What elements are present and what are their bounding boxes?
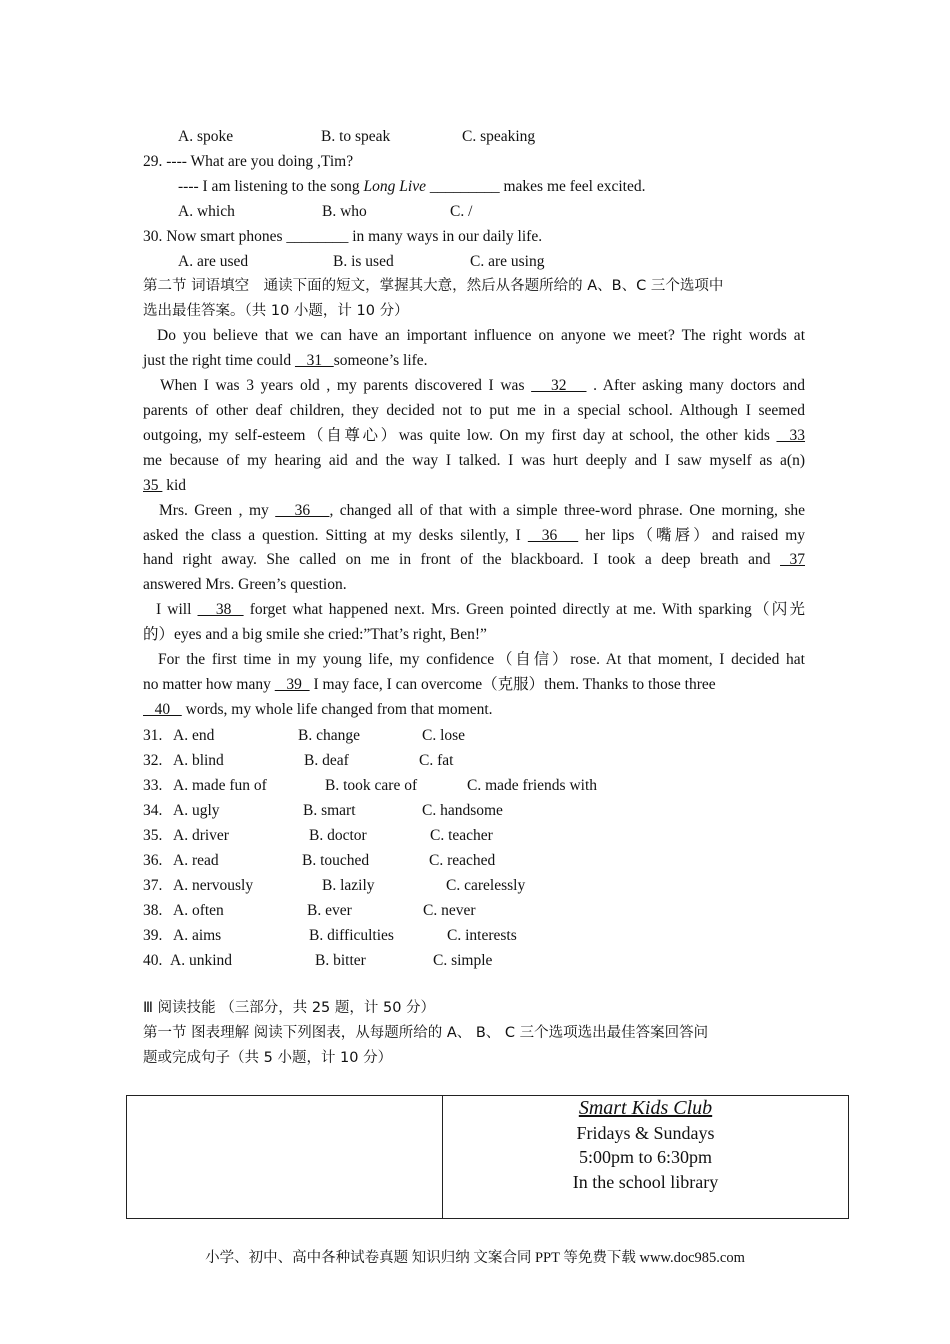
question-option-c: C. carelessly xyxy=(446,877,526,894)
question-option-b: B. touched xyxy=(302,852,370,869)
blank-39: 39 xyxy=(274,676,310,693)
passage-text: . After asking many doctors and xyxy=(586,377,806,394)
passage-text: just the right time could xyxy=(143,352,295,369)
question-option-a: A. ugly xyxy=(173,802,220,819)
q29-option-b: B. who xyxy=(322,203,367,220)
q29-text-post: makes me feel excited. xyxy=(499,178,646,195)
question-option-c: C. simple xyxy=(433,952,493,969)
q29-option-c: C. / xyxy=(450,203,473,220)
q29-text-pre: ---- I am listening to the song xyxy=(178,178,364,195)
passage-p3-line2 xyxy=(143,526,805,546)
reading-section-header: Ⅲ 阅读技能 （三部分，共 25 题，计 50 分） xyxy=(143,1000,436,1016)
question-number: 39. xyxy=(143,927,163,944)
q29-song-title: Long Live xyxy=(363,178,426,195)
question-option-a: A. aims xyxy=(173,927,222,944)
question-option-c: C. interests xyxy=(447,927,517,944)
question-option-a: A. blind xyxy=(173,752,224,769)
question-option-b: B. difficulties xyxy=(309,927,394,944)
q30-text-post: in many ways in our daily life. xyxy=(348,228,543,245)
question-option-c: C. made friends with xyxy=(467,777,598,794)
question-option-a: A. nervously xyxy=(173,877,254,894)
question-option-b: B. bitter xyxy=(315,952,366,969)
passage-text: Mrs. Green , my xyxy=(159,502,276,519)
q30-option-a: A. are used xyxy=(178,253,249,270)
question-option-b: B. took care of xyxy=(325,777,418,794)
reading-instruction-line1: 第一节 图表理解 阅读下列图表，从每题所给的 A、 B、 C 三个选项选出最佳答案回答问 xyxy=(143,1025,709,1041)
passage-p2-line2: parents of other deaf children, they decided not to put me in a special school. Although I seemed xyxy=(143,402,805,419)
q30-blank: ________ xyxy=(286,228,349,245)
passage-p5-line2 xyxy=(143,675,716,695)
question-number: 36. xyxy=(143,852,163,869)
passage-p4-line1 xyxy=(143,600,805,620)
question-number: 38. xyxy=(143,902,163,919)
reading-instruction-line2: 题或完成句子（共 5 小题，计 10 分） xyxy=(143,1050,393,1066)
q30-option-c: C. are using xyxy=(470,253,545,270)
passage-text: no matter how many xyxy=(143,676,275,693)
q28-option-a: A. spoke xyxy=(178,128,234,145)
q30-question xyxy=(143,227,542,247)
club-days: Fridays & Sundays xyxy=(576,1122,715,1143)
question-option-c: C. reached xyxy=(429,852,496,869)
passage-p2-line5 xyxy=(143,476,186,496)
passage-p5-line3 xyxy=(143,700,493,720)
passage-p2-line1 xyxy=(143,376,805,396)
blank-40: 40 xyxy=(143,701,182,718)
question-option-c: C. teacher xyxy=(430,827,493,844)
chart-table xyxy=(126,1095,849,1219)
question-option-c: C. handsome xyxy=(422,802,503,819)
blank-34: 36 xyxy=(275,502,330,519)
blank-38: 38 xyxy=(197,601,244,618)
question-number: 40. xyxy=(143,952,163,969)
passage-text: When I was 3 years old , my parents discovered I was xyxy=(160,377,532,394)
passage-text: I may face, I can overcome（克服）them. Thanks to those three xyxy=(309,676,716,693)
question-option-b: B. doctor xyxy=(309,827,367,844)
q29-question: 29. ---- What are you doing ,Tim? xyxy=(143,153,354,170)
q29-blank: _________ xyxy=(429,178,500,195)
page-footer: 小学、初中、高中各种试卷真题 知识归纳 文案合同 PPT 等免费下载 www.doc985.com xyxy=(205,1250,745,1266)
passage-p2-line4: me because of my hearing aid and the way I talked. I was hurt deeply and I saw myself as a(n) xyxy=(143,452,805,469)
question-option-b: B. lazily xyxy=(322,877,375,894)
section2-instruction-line1: 第二节 词语填空 通读下面的短文，掌握其大意，然后从各题所给的 A、B、C 三个选项中 xyxy=(143,278,724,294)
passage-p5-line1: For the first time in my young life, my confidence（自信）rose. At that moment, I decided hat xyxy=(158,651,805,668)
passage-p3-line4: answered Mrs. Green’s question. xyxy=(143,576,347,593)
section2-instruction-line2: 选出最佳答案。（共 10 小题，计 10 分） xyxy=(143,303,409,319)
blank-32: 32 xyxy=(531,377,587,394)
question-number: 32. xyxy=(143,752,163,769)
club-time: 5:00pm to 6:30pm xyxy=(578,1147,712,1167)
passage-text: , changed all of that with a simple three-word phrase. One morning, she xyxy=(329,502,806,519)
question-number: 34. xyxy=(143,802,163,819)
passage-text: forget what happened next. Mrs. Green pointed directly at me. With sparking（闪光 xyxy=(243,601,806,618)
question-number: 33. xyxy=(143,777,163,794)
q28-option-b: B. to speak xyxy=(321,128,391,145)
blank-33: 33 xyxy=(776,427,806,444)
passage-p3-line1 xyxy=(143,501,805,521)
question-option-a: A. read xyxy=(173,852,219,869)
passage-text: hand right away. She called on me in front of the blackboard. I took a deep breath and xyxy=(143,551,781,568)
passage-p1-line2 xyxy=(143,351,428,371)
club-name: Smart Kids Club xyxy=(578,1097,713,1119)
blank-35: 35 xyxy=(143,477,163,494)
blank-31: 31 xyxy=(294,352,334,369)
question-option-c: C. fat xyxy=(419,752,454,769)
q29-answer-line xyxy=(178,177,645,197)
passage-text: outgoing, my self-esteem（自尊心）was quite low. On my first day at school, the other kids xyxy=(143,427,777,444)
blank-37: 37 xyxy=(780,551,805,568)
passage-text: asked the class a question. Sitting at my desks silently, I xyxy=(143,527,528,544)
passage-text: I will xyxy=(156,601,198,618)
passage-p1-line1: Do you believe that we can have an important influence on anyone we meet? The right words at xyxy=(157,327,805,344)
question-option-a: A. made fun of xyxy=(173,777,267,794)
question-option-b: B. deaf xyxy=(304,752,349,769)
question-option-b: B. change xyxy=(298,727,360,744)
question-option-b: B. ever xyxy=(307,902,352,919)
question-option-b: B. smart xyxy=(303,802,356,819)
question-number: 31. xyxy=(143,727,163,744)
passage-p4-line2: 的）eyes and a big smile she cried:”That’s right, Ben!” xyxy=(143,626,487,643)
question-option-a: A. unkind xyxy=(170,952,232,969)
passage-text: kid xyxy=(162,477,187,494)
blank-36: 36 xyxy=(527,527,579,544)
q28-option-c: C. speaking xyxy=(462,128,536,145)
question-option-a: A. driver xyxy=(173,827,229,844)
q30-option-b: B. is used xyxy=(333,253,394,270)
question-option-a: A. often xyxy=(173,902,224,919)
question-number: 37. xyxy=(143,877,163,894)
q29-option-a: A. which xyxy=(178,203,235,220)
question-number: 35. xyxy=(143,827,163,844)
question-option-c: C. lose xyxy=(422,727,466,744)
q30-text-pre: 30. Now smart phones xyxy=(143,228,287,245)
passage-p3-line3 xyxy=(143,550,805,570)
club-place: In the school library xyxy=(572,1171,719,1192)
passage-text: her lips（嘴唇）and raised my xyxy=(578,527,806,544)
passage-text: someone’s life. xyxy=(333,352,428,369)
club-info-cell xyxy=(443,1096,848,1194)
passage-text: words, my whole life changed from that moment. xyxy=(181,701,493,718)
question-option-a: A. end xyxy=(173,727,215,744)
passage-p2-line3 xyxy=(143,426,805,446)
question-option-c: C. never xyxy=(423,902,476,919)
